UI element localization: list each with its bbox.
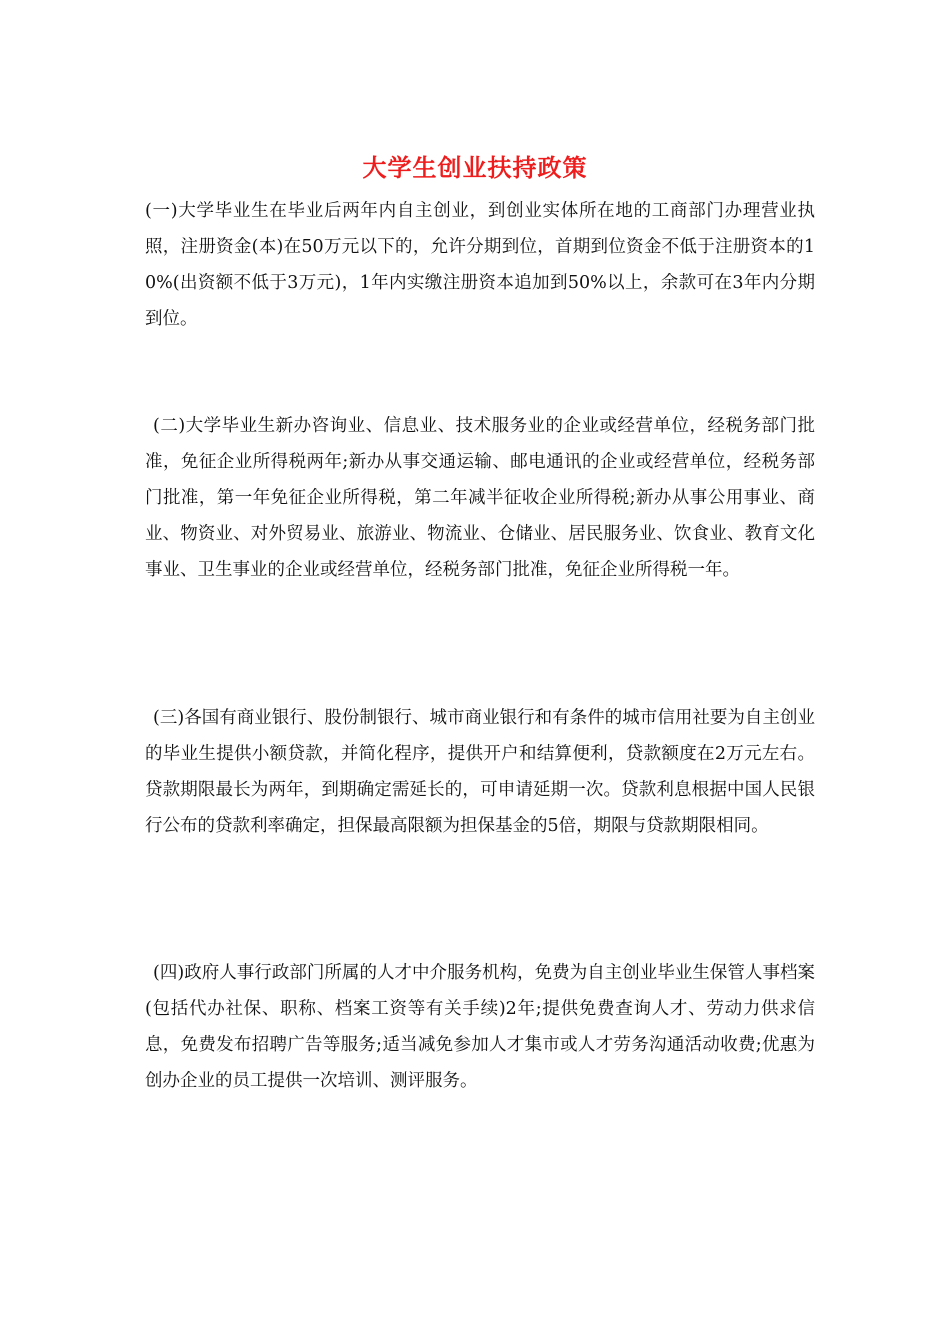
policy-paragraph-3: (三)各国有商业银行、股份制银行、城市商业银行和有条件的城市信用社要为自主创业的毕业生提供小额贷款，并简化程序，提供开户和结算便利，贷款额度在2万元左右。贷款期限最长为两年，到期确定需延长的，可申请延期一次。贷款利息根据中国人民银行公布的贷款利率确定，担保最高限额为担保基金的5倍，期限与贷款期限相同。 [145, 708, 815, 836]
policy-paragraph-1: (一)大学毕业生在毕业后两年内自主创业，到创业实体所在地的工商部门办理营业执照，注册资金(本)在50万元以下的，允许分期到位，首期到位资金不低于注册资本的10%(出资额不低于3万元)，1年内实缴注册资本追加到50%以上，余款可在3年内分期到位。 [145, 201, 815, 329]
document-title: 大学生创业扶持政策 [362, 153, 588, 182]
policy-paragraph-4: (四)政府人事行政部门所属的人才中介服务机构，免费为自主创业毕业生保管人事档案(包括代办社保、职称、档案工资等有关手续)2年;提供免费查询人才、劳动力供求信息，免费发布招聘广告等服务;适当减免参加人才集市或人才劳务沟通活动收费;优惠为创办企业的员工提供一次培训、测评服务。 [145, 963, 815, 1091]
policy-paragraph-2: (二)大学毕业生新办咨询业、信息业、技术服务业的企业或经营单位，经税务部门批准，免征企业所得税两年;新办从事交通运输、邮电通讯的企业或经营单位，经税务部门批准，第一年免征企业所得税，第二年减半征收企业所得税;新办从事公用事业、商业、物资业、对外贸易业、旅游业、物流业、仓储业、居民服务业、饮食业、教育文化事业、卫生事业的企业或经营单位，经税务部门批准，免征企业所得税一年。 [145, 416, 815, 580]
